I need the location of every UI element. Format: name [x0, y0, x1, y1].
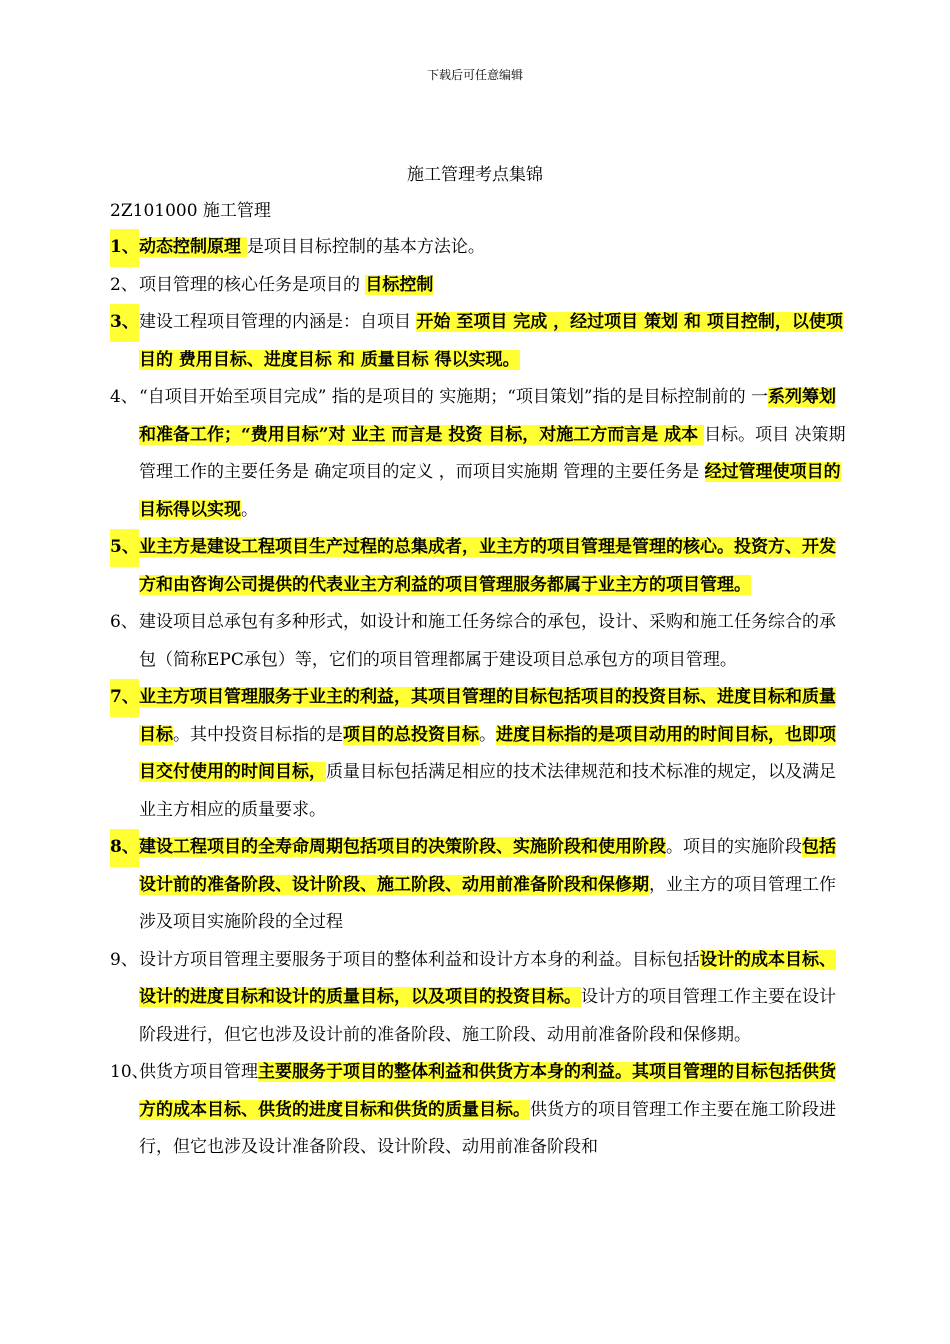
point-text: 项目管理的核心任务是项目的 [139, 274, 366, 295]
point-item [110, 267, 852, 305]
point-list [110, 229, 852, 1167]
point-text: 目标。项目 决策期 管理工作的主要任务是 确定项目的定义 ，而项目实施期 管理的主要任务是 [139, 424, 846, 482]
highlighted-text: 经过管理使项目的目标得以实现 [139, 462, 841, 520]
highlighted-text: 目标控制 [365, 274, 434, 295]
point-item [110, 229, 852, 267]
highlighted-text: 主要服务于项目的整体利益和供货方本身的利益。其项目管理的目标包括供货方的成本目标、供货的进度目标和供货的质量目标。 [139, 1062, 836, 1120]
point-number: 1、 [110, 229, 139, 267]
page-header: 下载后可任意编辑 [426, 68, 523, 82]
highlighted-text: 业主方是建设工程项目生产过程的总集成者，业主方的项目管理是管理的核心。投资方、开发方和由咨询公司提供的代表业主方利益的项目管理服务都属于业主方的项目管理。 [139, 537, 836, 595]
point-text: 。 [241, 499, 258, 520]
point-text: 。 [479, 724, 496, 745]
point-text: ，业主方的项目管理工作涉及项目实施阶段的全过程 [139, 874, 836, 932]
point-text: 。其中投资目标指的是 [173, 724, 343, 745]
point-text: 。项目的实施阶段 [666, 837, 802, 857]
point-item [110, 304, 852, 379]
point-number: 7、 [110, 679, 139, 717]
section-heading: 2Z101000 施工管理 [110, 201, 271, 221]
highlighted-text: 设计的成本目标、设计的进度目标和设计的质量目标，以及项目的投资目标。 [139, 949, 836, 1007]
point-text: 建设工程项目管理的内涵是：自项目 [139, 312, 417, 332]
point-item [110, 942, 852, 1055]
point-number: 6、 [110, 612, 138, 632]
point-text: 供货方的项目管理工作主要在施工阶段进行，但它也涉及设计准备阶段、设计阶段、动用前准备阶段和 [139, 1099, 836, 1157]
highlighted-text: 业主 而言是 投资 目标，对施工方而言是 成本 [351, 424, 705, 445]
highlighted-text: 进度目标指的是项目动用的时间目标，也即项目交付使用的时间目标， [139, 724, 836, 782]
point-item [110, 829, 852, 942]
point-number: 2、 [110, 274, 138, 295]
point-text: 设计方项目管理主要服务于项目的整体利益和设计方本身的利益。目标包括 [139, 949, 700, 970]
document-title: 施工管理考点集锦 [407, 165, 543, 185]
point-number: 4、 [110, 387, 138, 407]
point-number: 3、 [110, 304, 139, 342]
point-number: 5、 [110, 529, 139, 567]
point-text: 设计方的项目管理工作主要在设计阶段进行，但它也涉及设计前的准备阶段、施工阶段、动用前准备阶段和保修期。 [139, 987, 836, 1045]
highlighted-text: 系列筹划和准备工作；“费用目标”对 [139, 387, 836, 445]
point-item [110, 679, 852, 829]
point-item [110, 529, 852, 604]
highlighted-text: 开始 至项目 完成 ，经过项目 策划 和 项目控制，以使项目的 费用目标、进度目标 和 质量目标 得以实现。 [139, 312, 843, 370]
point-number: 8、 [110, 829, 139, 867]
highlighted-text: 动态控制原理 [139, 237, 247, 257]
point-text: 供货方项目管理 [139, 1062, 258, 1082]
highlighted-text: 业主方项目管理服务于业主的利益，其项目管理的目标包括项目的投资目标、进度目标和质量目标 [139, 687, 836, 745]
point-number: 10、 [110, 1062, 149, 1082]
highlighted-text: 项目的总投资目标 [343, 724, 479, 745]
highlighted-text: 建设工程项目的全寿命周期包括项目的决策阶段、实施阶段和使用阶段 [139, 837, 666, 857]
highlighted-text: 包括设计前的准备阶段、设计阶段、施工阶段、动用前准备阶段和保修期 [139, 837, 836, 895]
point-number: 9、 [110, 949, 138, 970]
point-text: “自项目开始至项目完成” 指的是项目的 实施期；“项目策划”指的是目标控制前的 一 [139, 387, 768, 407]
point-text: 建设项目总承包有多种形式，如设计和施工任务综合的承包，设计、采购和施工任务综合的承包（简称EPC承包）等，它们的项目管理都属于建设项目总承包方的项目管理。 [139, 612, 836, 670]
point-item [110, 1054, 852, 1167]
point-item [110, 379, 852, 529]
point-item [110, 604, 852, 679]
point-text: 是项目目标控制的基本方法论。 [246, 237, 485, 257]
point-text: 质量目标包括满足相应的技术法律规范和技术标准的规定，以及满足业主方相应的质量要求。 [139, 762, 836, 820]
